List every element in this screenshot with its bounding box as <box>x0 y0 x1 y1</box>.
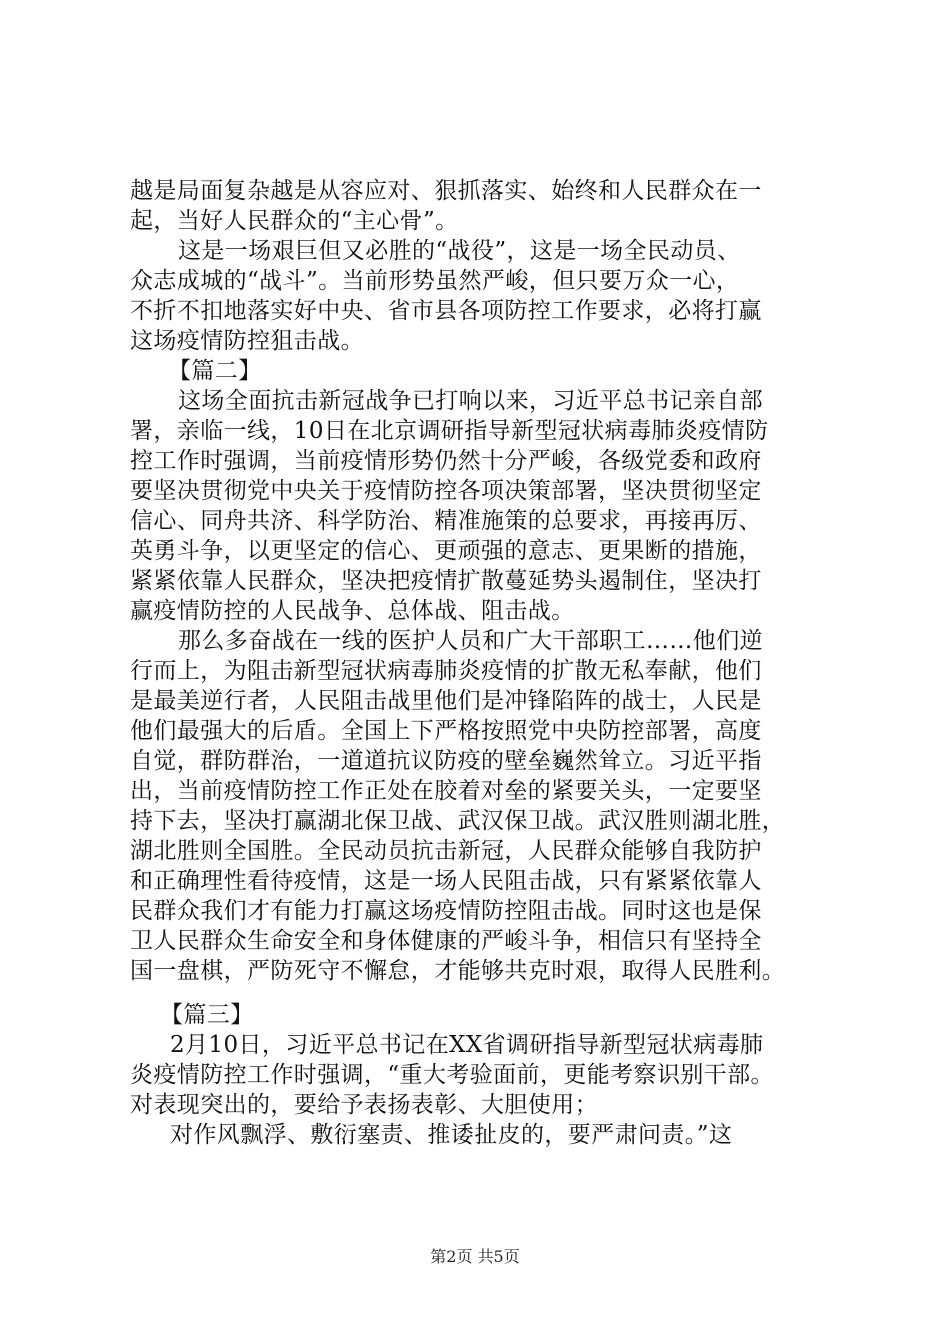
text-line: 和正确理性看待疫情，这是一场人民阻击战，只有紧紧依靠人 <box>130 868 762 894</box>
text-line: 署，亲临一线，10日在北京调研指导新型冠状病毒肺炎疫情防 <box>130 418 769 444</box>
text-line: 是最美逆行者，人民阻击战里他们是冲锋陷阵的战士，人民是 <box>130 688 762 714</box>
text-line: 英勇斗争，以更坚定的信心、更顽强的意志、更果断的措施， <box>130 538 762 564</box>
text-line: 起，当好人民群众的“主心骨”。 <box>130 208 459 234</box>
document-body <box>130 176 830 986</box>
text-line: 湖北胜则全国胜。全民动员抗击新冠，人民群众能够自我防护 <box>130 838 762 864</box>
text-line: 赢疫情防控的人民战争、总体战、阻击战。 <box>130 598 575 624</box>
text-line: 这场全面抗击新冠战争已打响以来，习近平总书记亲自部 <box>178 388 763 414</box>
section-heading: 【篇三】 <box>160 1002 254 1028</box>
text-line: 国一盘棋，严防死守不懈怠，才能够共克时艰，取得人民胜利。 <box>130 958 786 984</box>
text-line: 对作风飘浮、敷衍塞责、推诿扯皮的，要严肃问责。”这 <box>170 1122 733 1148</box>
text-line: 不折不扣地落实好中央、省市县各项防控工作要求，必将打赢 <box>130 298 762 324</box>
text-line: 出，当前疫情防控工作正处在胶着对垒的紧要关头，一定要坚 <box>130 778 762 804</box>
page-footer: 第2页 共5页 <box>430 1247 520 1266</box>
text-line: 信心、同舟共济、科学防治、精准施策的总要求，再接再厉、 <box>130 508 762 534</box>
document-body-section3 <box>130 1000 830 1150</box>
text-line: 炎疫情防控工作时强调，“重大考验面前，更能考察识别干部。 <box>130 1062 774 1088</box>
text-line: 这场疫情防控狙击战。 <box>130 328 364 354</box>
text-line: 行而上，为阻击新型冠状病毒肺炎疫情的扩散无私奉献，他们 <box>130 658 762 684</box>
text-line: 要坚决贯彻党中央关于疫情防控各项决策部署，坚决贯彻坚定 <box>130 478 762 504</box>
text-line: 自觉，群防群治，一道道抗议防疫的壁垒巍然耸立。习近平指 <box>130 748 762 774</box>
text-line: 控工作时强调，当前疫情形势仍然十分严峻，各级党委和政府 <box>130 448 762 474</box>
text-line: 民群众我们才有能力打赢这场疫情防控阻击战。同时这也是保 <box>130 898 762 924</box>
text-line: 持下去，坚决打赢湖北保卫战、武汉保卫战。武汉胜则湖北胜， <box>130 808 786 834</box>
text-line: 众志成城的“战斗”。当前形势虽然严峻，但只要万众一心， <box>130 268 740 294</box>
section-heading: 【篇二】 <box>168 358 262 384</box>
text-line: 紧紧依靠人民群众，坚决把疫情扩散蔓延势头遏制住，坚决打 <box>130 568 762 594</box>
text-line: 他们最强大的后盾。全国上下严格按照党中央防控部署，高度 <box>130 718 762 744</box>
text-line: 卫人民群众生命安全和身体健康的严峻斗争，相信只有坚持全 <box>130 928 762 954</box>
text-line: 越是局面复杂越是从容应对、狠抓落实、始终和人民群众在一 <box>130 178 762 204</box>
text-line: 那么多奋战在一线的医护人员和广大干部职工……他们逆 <box>178 628 763 654</box>
text-line: 这是一场艰巨但又必胜的“战役”，这是一场全民动员、 <box>178 238 741 264</box>
text-line: 2月10日，习近平总书记在XX省调研指导新型冠状病毒肺 <box>170 1032 764 1058</box>
text-line: 对表现突出的，要给予表扬表彰、大胆使用； <box>130 1092 598 1118</box>
